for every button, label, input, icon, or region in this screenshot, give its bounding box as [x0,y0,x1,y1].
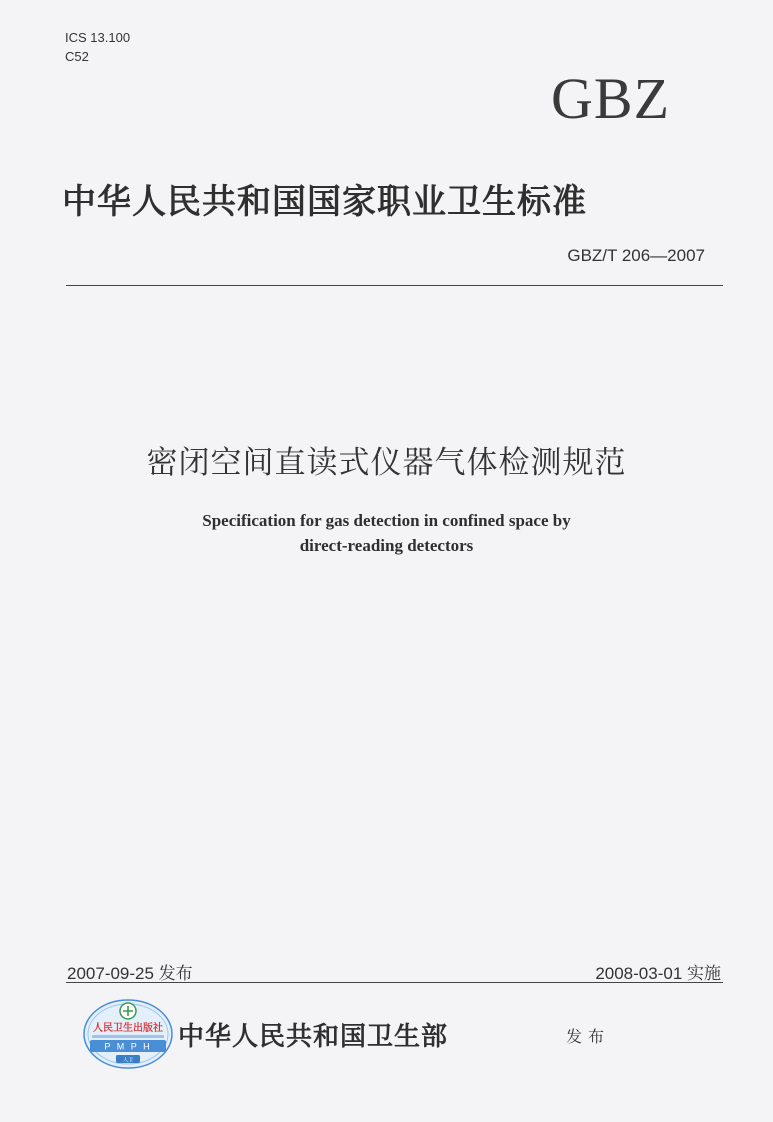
standard-number: GBZ/T 206—2007 [567,246,705,265]
standard-category: 中华人民共和国国家职业卫生标准 [62,182,587,222]
publisher-name: 中华人民共和国卫生部 [178,1022,449,1052]
classification-codes [65,28,130,66]
bottom-divider [66,982,723,983]
publish-date: 2007-09-25 发布 [67,964,193,983]
top-divider [66,285,723,286]
document-title-chinese: 密闭空间直读式仪器气体检测规范 [146,445,627,481]
publisher-logo [82,998,174,1070]
english-title-line-2: direct-reading detectors [299,536,474,555]
english-title-line-1: Specification for gas detection in confined space by [202,511,571,530]
ccs-code: C52 [65,49,89,64]
implement-date: 2008-03-01 实施 [595,964,721,983]
ics-code: ICS 13.100 [65,30,131,45]
publisher-action: 发布 [566,1027,611,1046]
document-title-english [0,508,773,558]
svg-text:人卫: 人卫 [122,1057,134,1064]
svg-text:人民卫生出版社: 人民卫生出版社 [93,1023,163,1034]
pmph-emblem-icon [82,998,174,1070]
gbz-logo: GBZ [551,66,670,131]
svg-text:P M P H: P M P H [104,1041,152,1052]
